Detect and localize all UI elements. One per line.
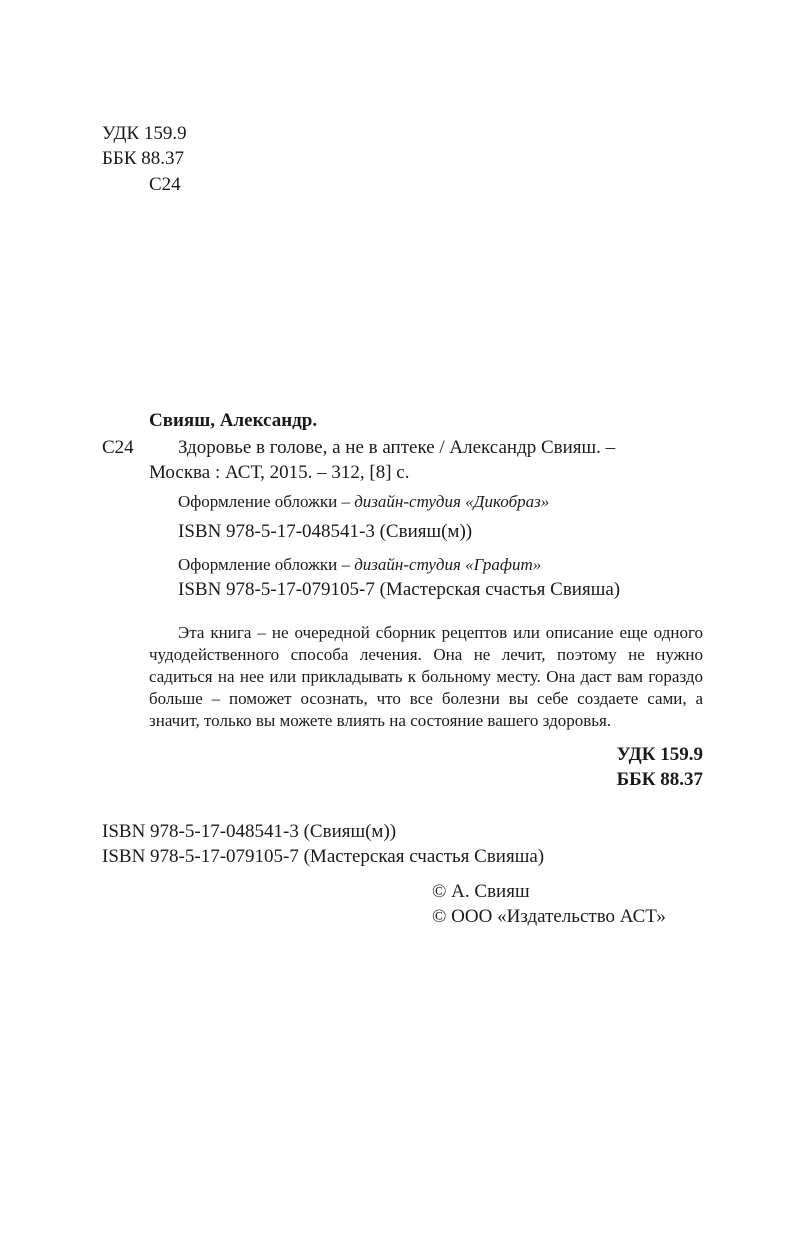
cover-credit — [178, 491, 549, 513]
cover-designer: дизайн-студия «Дикобраз» — [354, 492, 550, 511]
cover-credit — [178, 554, 541, 576]
isbn-line: ISBN 978-5-17-079105-7 (Мастерская счастья Свияша) — [102, 846, 545, 867]
udk-index: УДК 159.9 — [102, 123, 187, 144]
cover-credit-label: Оформление обложки – — [178, 555, 355, 574]
footer-bbk-index: ББК 88.37 — [616, 769, 703, 790]
copyright-publisher: © ООО «Издательство АСТ» — [432, 906, 666, 927]
cover-credit-label: Оформление обложки – — [178, 492, 355, 511]
cover-designer: дизайн-студия «Графит» — [354, 555, 542, 574]
edition-isbn: ISBN 978-5-17-048541-3 (Свияш(м)) — [178, 521, 473, 542]
isbn-line: ISBN 978-5-17-048541-3 (Свияш(м)) — [102, 821, 397, 842]
publication-statement: Москва : АСТ, 2015. – 312, [8] с. — [149, 462, 410, 483]
annotation-paragraph: Эта книга – не очередной сборник рецептов или описание еще одного чудодейственного способа лечения. Она не лечит, поэтому не нужно садиться на нее или прикладывать к больному месту. Она даст вам гораздо больше – поможет осознать, что все болезни вы себе создаете сами, а значит, только вы можете влиять на состояние вашего здоровья. — [149, 623, 703, 730]
author-heading: Свияш, Александр. — [149, 410, 318, 431]
edition-isbn: ISBN 978-5-17-079105-7 (Мастерская счастья Свияша) — [178, 579, 621, 600]
bbk-index: ББК 88.37 — [102, 148, 184, 169]
copyright-author: © А. Свияш — [432, 881, 530, 902]
footer-udk-index: УДК 159.9 — [616, 744, 703, 765]
title-statement: Здоровье в голове, а не в аптеке / Александр Свияш. – — [178, 437, 616, 458]
entry-cutter-mark: С24 — [102, 437, 134, 458]
cutter-mark: С24 — [149, 174, 181, 195]
